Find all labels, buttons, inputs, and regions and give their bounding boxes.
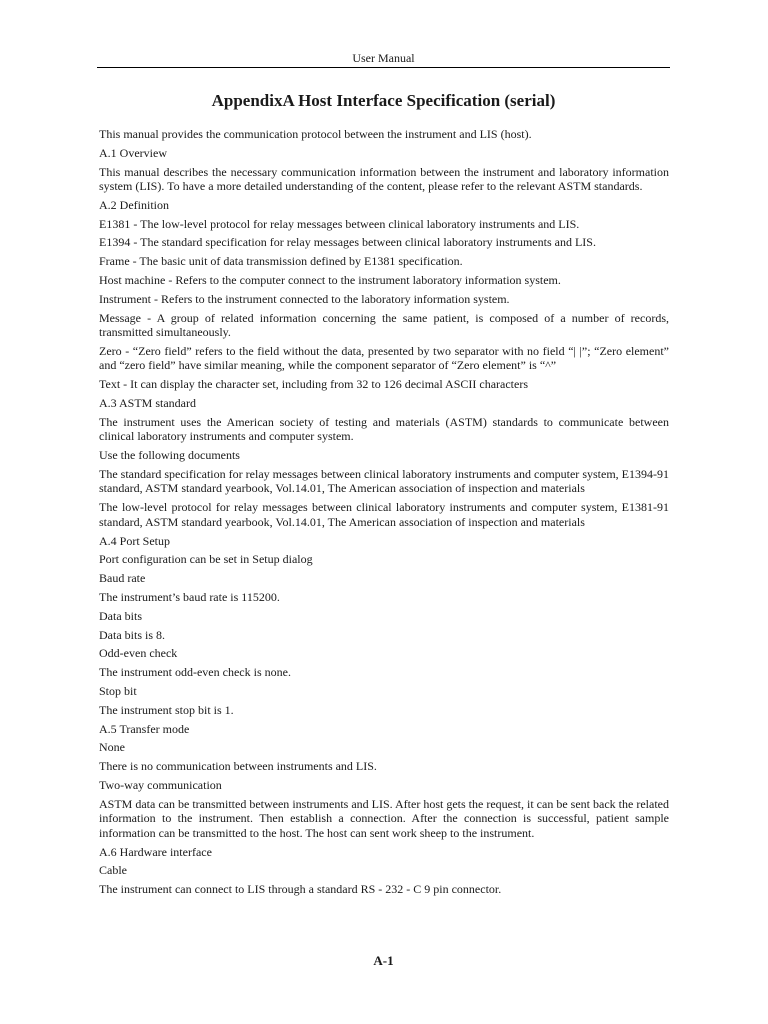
stop-bit-value: The instrument stop bit is 1. <box>99 702 234 717</box>
definition-message: Message - A group of related information concerning the same patient, is composed of a number of records, transmitted simultaneously. <box>99 310 669 340</box>
running-header: User Manual <box>352 51 415 65</box>
intro-paragraph: This manual provides the communication protocol between the instrument and LIS (host). <box>99 127 532 141</box>
definition-zero: Zero - “Zero field” refers to the field without the data, presented by two separator with no field “| |”; “Zero element” and “zero field” have similar meaning, while the component separator of “Zero element” is “^” <box>99 343 669 373</box>
two-way-heading: Two-way communication <box>99 777 222 792</box>
header-rule <box>97 67 670 68</box>
transfer-mode-none-text: There is no communication between instruments and LIS. <box>99 759 377 774</box>
definition-instrument: Instrument - Refers to the instrument connected to the laboratory information system. <box>99 291 510 306</box>
data-bits-value: Data bits is 8. <box>99 627 165 642</box>
definition-e1381: E1381 - The low-level protocol for relay messages between clinical laboratory instruments and LIS. <box>99 216 580 231</box>
definition-host-machine: Host machine - Refers to the computer connect to the instrument laboratory information system. <box>99 273 561 288</box>
section-heading-hardware-interface: A.6 Hardware interface <box>99 844 212 859</box>
document-e1381: The low-level protocol for relay messages between clinical laboratory instruments and computer system, E1381-91 standard, ASTM standard yearbook, Vol.14.01, The American association of inspection and materials <box>99 500 669 529</box>
stop-bit-heading: Stop bit <box>99 683 137 698</box>
section-heading-transfer-mode: A.5 Transfer mode <box>99 721 190 736</box>
two-way-paragraph: ASTM data can be transmitted between instruments and LIS. After host gets the request, it can be sent back the related information to the instrument. Then establish a connection. After the connection is successful, patient sample information can be transmitted to the host. The host can sent work sheep to the instrument. <box>99 796 669 840</box>
body-text <box>99 127 669 901</box>
section-heading-definition: A.2 Definition <box>99 197 169 212</box>
document-e1394: The standard specification for relay messages between clinical laboratory instruments and computer system, E1394-91 standard, ASTM standard yearbook, Vol.14.01, The American association of inspection and materials <box>99 466 669 496</box>
baud-rate-value: The instrument’s baud rate is 115200. <box>99 589 280 604</box>
definition-frame: Frame - The basic unit of data transmission defined by E1381 specification. <box>99 254 463 269</box>
odd-even-check-value: The instrument odd-even check is none. <box>99 665 291 680</box>
overview-paragraph: This manual describes the necessary communication information between the instrument and laboratory information system (LIS). To have a more detailed understanding of the content, please refer to the relevant ASTM standards. <box>99 164 669 194</box>
section-heading-port-setup: A.4 Port Setup <box>99 533 171 548</box>
cable-paragraph: The instrument can connect to LIS through a standard RS - 232 - C 9 pin connector. <box>99 882 502 897</box>
section-heading-overview: A.1 Overview <box>99 145 167 160</box>
transfer-mode-none-heading: None <box>99 740 125 755</box>
section-heading-astm-standard: A.3 ASTM standard <box>99 396 196 411</box>
page-title: AppendixA Host Interface Specification (serial) <box>211 91 556 110</box>
documents-heading: Use the following documents <box>99 448 240 463</box>
cable-heading: Cable <box>99 863 127 878</box>
baud-rate-heading: Baud rate <box>99 571 146 586</box>
page-number: A-1 <box>373 953 394 968</box>
odd-even-check-heading: Odd-even check <box>99 646 178 661</box>
port-setup-paragraph: Port configuration can be set in Setup dialog <box>99 552 313 567</box>
data-bits-heading: Data bits <box>99 608 142 623</box>
definition-text: Text - It can display the character set, including from 32 to 126 decimal ASCII characters <box>99 377 529 392</box>
definition-e1394: E1394 - The standard specification for relay messages between clinical laboratory instruments and LIS. <box>99 235 596 250</box>
astm-paragraph: The instrument uses the American society of testing and materials (ASTM) standards to communicate between clinical laboratory instruments and computer system. <box>99 414 669 444</box>
